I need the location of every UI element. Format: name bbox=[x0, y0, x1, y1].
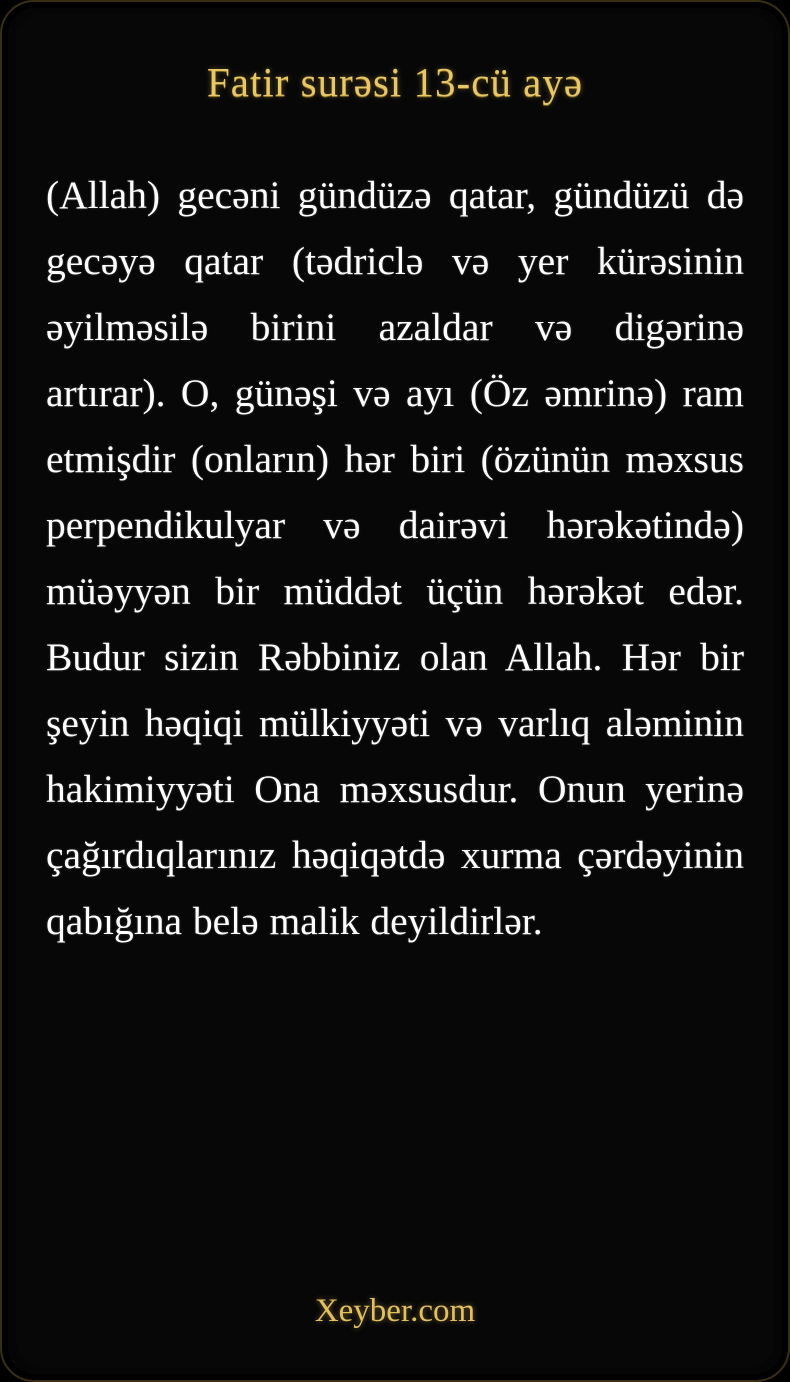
page-title: Fatir surəsi 13-cü ayə bbox=[206, 59, 584, 105]
site-credit: Xeyber.com bbox=[314, 1293, 476, 1329]
verse-card-inner bbox=[16, 14, 774, 1368]
verse-text: (Allah) gecəni gündüzə qatar, gündüzü də gecəyə qatar (tədriclə və yer kürəsinin əyilməsilə birini azaldar və digərinə artırar). O, günəşi və ayı (Öz əmrinə) ram etmişdir (onların) hər biri (özünün məxsus perpendikulyar və dairəvi hərəkətində) müəyyən bir müddət üçün hərəkət edər. Budur sizin Rəbbiniz olan Allah. Hər bir şeyin həqiqi mülkiyyəti və varlıq aləminin hakimiyyəti Ona məxsusdur. Onun yerinə çağırdıqlarınız həqiqətdə xurma çərdəyinin qabığına belə malik deyildirlər. bbox=[46, 173, 744, 943]
